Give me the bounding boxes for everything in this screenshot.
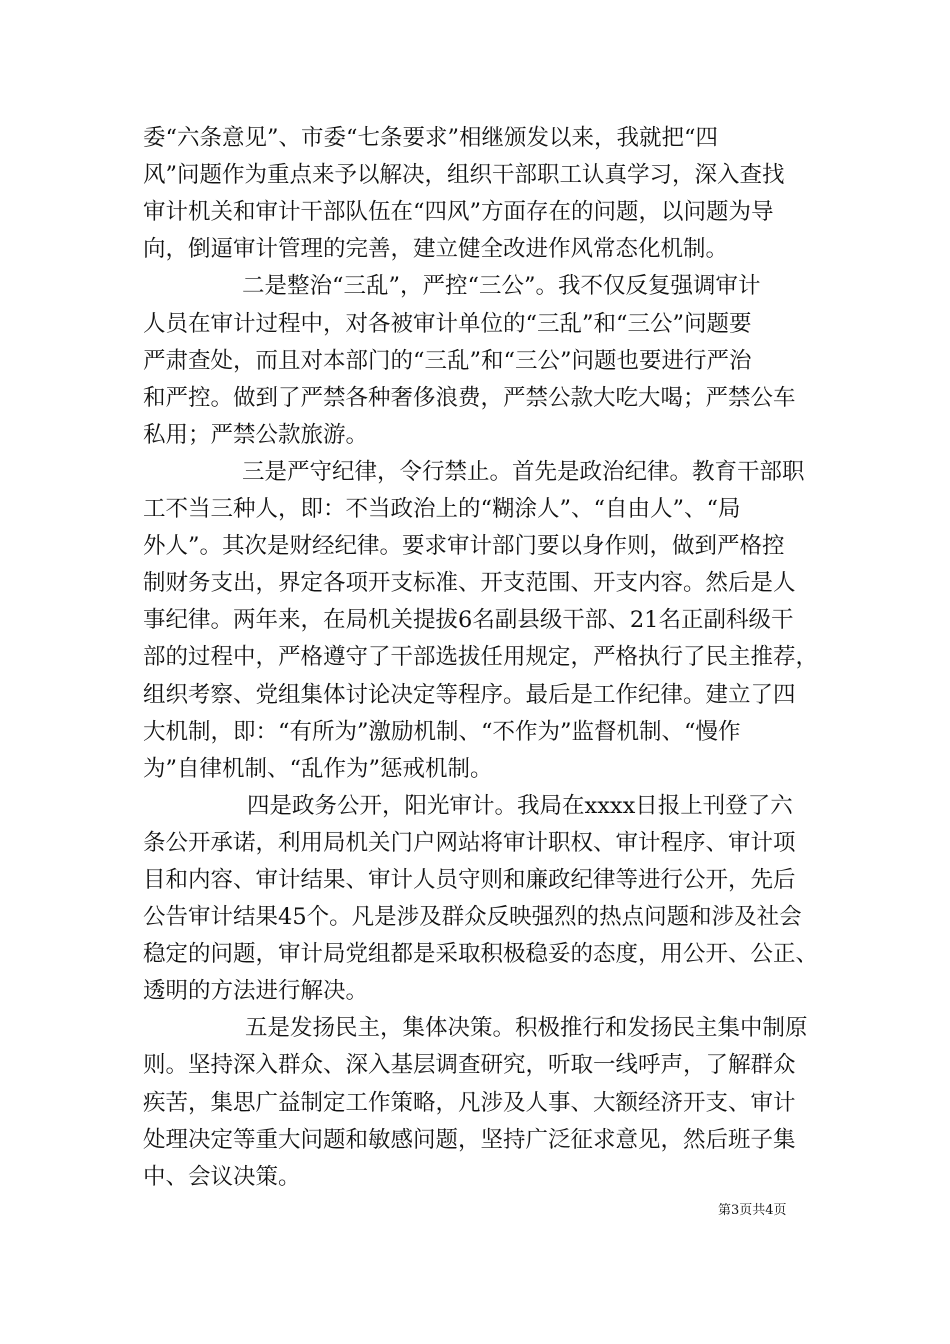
- text-line: 人员在审计过程中，对各被审计单位的“三乱”和“三公”问题要: [143, 311, 752, 337]
- paragraph-heading-line: 三是严守纪律，令行禁止。首先是政治纪律。教育干部职: [242, 459, 805, 485]
- paragraph-heading-line: 二是整治“三乱”，严控“三公”。我不仅反复强调审计: [242, 273, 761, 299]
- text-line: 条公开承诺，利用局机关门户网站将审计职权、审计程序、审计项: [143, 830, 796, 856]
- text-line: 私用；严禁公款旅游。: [143, 422, 369, 448]
- text-line: 目和内容、审计结果、审计人员守则和廉政纪律等进行公开，先后: [143, 867, 796, 893]
- text-line: 事纪律。两年来，在局机关提拔6名副县级干部、21名正副科级干: [143, 607, 794, 633]
- text-line: 部的过程中，严格遵守了干部选拔任用规定，严格执行了民主推荐，: [143, 644, 819, 670]
- text-line: 大机制，即：“有所为”激励机制、“不作为”监督机制、“慢作: [143, 719, 741, 745]
- text-line: 则。坚持深入群众、深入基层调查研究，听取一线呼声，了解群众: [143, 1052, 796, 1078]
- paragraph-heading-line: 五是发扬民主，集体决策。积极推行和发扬民主集中制原: [245, 1015, 808, 1041]
- text-line: 审计机关和审计干部队伍在“四风”方面存在的问题，以问题为导: [143, 199, 774, 225]
- paragraph-heading-line: 四是政务公开，阳光审计。我局在xxxx日报上刊登了六: [247, 793, 793, 819]
- text-line: 制财务支出，界定各项开支标准、开支范围、开支内容。然后是人: [143, 570, 796, 596]
- text-line: 为”自律机制、“乱作为”惩戒机制。: [143, 756, 493, 782]
- text-line: 委“六条意见”、市委“七条要求”相继颁发以来，我就把“四: [143, 125, 719, 151]
- page-number-footer: 第3页共4页: [718, 1203, 787, 1218]
- text-line: 疾苦，集思广益制定工作策略，凡涉及人事、大额经济开支、审计: [143, 1090, 796, 1116]
- text-line: 处理决定等重大问题和敏感问题，坚持广泛征求意见，然后班子集: [143, 1127, 796, 1153]
- text-line: 风”问题作为重点来予以解决，组织干部职工认真学习，深入查找: [143, 162, 785, 188]
- text-line: 公告审计结果45个。凡是涉及群众反映强烈的热点问题和涉及社会: [143, 904, 802, 930]
- text-line: 组织考察、党组集体讨论决定等程序。最后是工作纪律。建立了四: [143, 682, 796, 708]
- text-line: 透明的方法进行解决。: [143, 978, 369, 1004]
- text-line: 和严控。做到了严禁各种奢侈浪费，严禁公款大吃大喝；严禁公车: [143, 385, 796, 411]
- text-line: 外人”。其次是财经纪律。要求审计部门要以身作则，做到严格控: [143, 533, 785, 559]
- text-line: 严肃查处，而且对本部门的“三乱”和“三公”问题也要进行严治: [143, 348, 752, 374]
- text-line: 中、会议决策。: [143, 1164, 301, 1190]
- text-line: 工不当三种人，即：不当政治上的“糊涂人”、“自由人”、“局: [143, 496, 741, 522]
- text-line: 稳定的问题，审计局党组都是采取积极稳妥的态度，用公开、公正、: [143, 941, 819, 967]
- text-line: 向，倒逼审计管理的完善，建立健全改进作风常态化机制。: [143, 236, 729, 262]
